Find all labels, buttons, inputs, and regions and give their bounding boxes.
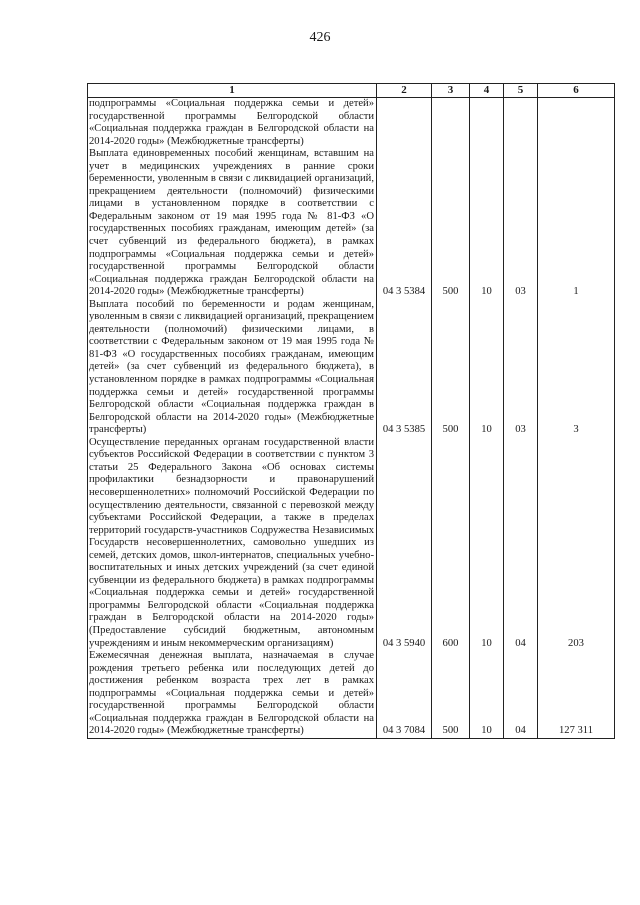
row-amount: 127 311 (538, 650, 615, 738)
row-description: Осуществление переданных органам государственной власти субъектов Российской Федерации в соответствии с пунктом 3 статьи 25 Федерального Закона «Об основах системы профилактики безнадзорности и правонарушений несовершеннолетних» полномочий Российской Федерации по осуществлению деятельности, связанной с перевозкой между субъектами Российской Федерации, а также в пределах территорий государств-участников Содружества Независимых Государств несовершеннолетних, самовольно ушедших из семей, детских домов, школ-интернатов, специальных учебно-воспитательных и иных детских учреждений (за счет единой субвенции из федерального бюджета) в рамках подпрограммы «Социальная поддержка семьи и детей» государственной программы Белгородской области «Социальная поддержка граждан в Белгородской области на 2014-2020 годы» (Предоставление субсидий бюджетным, автономным учреждениям и иным некоммерческим организациям) (88, 437, 377, 650)
row-amount: 1 (538, 148, 615, 299)
table-row (88, 98, 615, 149)
row-target-code: 04 3 7084 (377, 650, 432, 738)
table-row (88, 650, 615, 738)
row-description: подпрограммы «Социальная поддержка семьи и детей» государственной программы Белгородской области «Социальная поддержка граждан в Белгородской области на 2014-2020 годы» (Межбюджетные трансферты) (88, 98, 377, 149)
row-expense-type: 500 (432, 650, 470, 738)
row-section: 10 (470, 650, 504, 738)
budget-table (87, 83, 615, 739)
table-header-row (88, 84, 615, 98)
row-amount (538, 98, 615, 149)
row-target-code: 04 3 5940 (377, 437, 432, 650)
row-subsection (504, 98, 538, 149)
row-target-code: 04 3 5385 (377, 299, 432, 437)
row-subsection: 03 (504, 299, 538, 437)
header-col-6: 6 (538, 84, 615, 98)
row-expense-type: 500 (432, 148, 470, 299)
row-description: Выплата пособий по беременности и родам женщинам, уволенным в связи с ликвидацией организаций, прекращением деятельности (полномочий) физическими лицами, в соответствии с Федеральным законом от 19 мая 1995 года № 81-ФЗ «О государственных пособиях гражданам, имеющим детей» (за счет субвенций из федерального бюджета), в установленном порядке в рамках подпрограммы «Социальная поддержка семьи и детей» государственной программы Белгородской области «Социальная поддержка граждан в Белгородской области на 2014-2020 годы» (Межбюджетные трансферты) (88, 299, 377, 437)
row-section (470, 98, 504, 149)
row-expense-type: 500 (432, 299, 470, 437)
row-subsection: 04 (504, 650, 538, 738)
row-amount: 203 (538, 437, 615, 650)
row-subsection: 03 (504, 148, 538, 299)
row-section: 10 (470, 148, 504, 299)
header-col-5: 5 (504, 84, 538, 98)
header-col-4: 4 (470, 84, 504, 98)
page-number: 426 (309, 30, 331, 45)
table-row (88, 148, 615, 299)
header-col-1: 1 (88, 84, 377, 98)
row-subsection: 04 (504, 437, 538, 650)
table-row (88, 437, 615, 650)
row-section: 10 (470, 437, 504, 650)
row-expense-type (432, 98, 470, 149)
row-target-code (377, 98, 432, 149)
row-section: 10 (470, 299, 504, 437)
row-description: Ежемесячная денежная выплата, назначаемая в случае рождения третьего ребенка или последующих детей до достижения ребенком возраста трех лет в рамках подпрограммы «Социальная поддержка семьи и детей» государственной программы Белгородской области «Социальная поддержка граждан в Белгородской области на 2014-2020 годы» (Межбюджетные трансферты) (88, 650, 377, 738)
table-row (88, 299, 615, 437)
row-target-code: 04 3 5384 (377, 148, 432, 299)
header-col-2: 2 (377, 84, 432, 98)
row-expense-type: 600 (432, 437, 470, 650)
row-amount: 3 (538, 299, 615, 437)
header-col-3: 3 (432, 84, 470, 98)
row-description: Выплата единовременных пособий женщинам, вставшим на учет в медицинских учреждениях в ранние сроки беременности, уволенным в связи с ликвидацией организаций, прекращением деятельности (полномочий) физическими лицами в установленном порядке в соответствии с Федеральным законом от 19 мая 1995 года № 81-ФЗ «О государственных пособиях гражданам, имеющим детей» (за счет субвенций из федерального бюджета), в рамках подпрограммы «Социальная поддержка семьи и детей» государственной программы Белгородской области «Социальная поддержка граждан Белгородской области на 2014-2020 годы» (Межбюджетные трансферты) (88, 148, 377, 299)
